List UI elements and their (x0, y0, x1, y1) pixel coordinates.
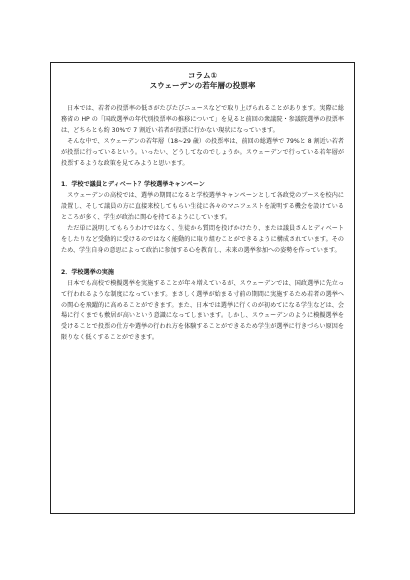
section2-paragraph-1: 日本でも高校で模擬選挙を実施することが年々増えているが、スウェーデンでは、国政選挙に先立って行われるような制度になっています。まさしく選挙が始まる寸前の期間に実施するため若者の選挙への関心を飛躍的に高めることができます。また、日本では選挙に行くのが初めてになる学生などは、会場に行くまでも敷居が高いという意識になってしまいます。しかし、スウェーデンのように模擬選挙を受けることで投票の仕方や選挙の行われ方を体験することができるため学生が選挙に行きづらい原因を限りなく低くすることができます。 (61, 279, 344, 342)
intro-paragraph-1: 日本では、若者の投票率の低さがたびたびニュースなどで取り上げられることがあります。実際に総務省の HP の「国政選挙の年代別投票率の推移について」を見ると前回の衆議院・参議院選挙の投票率は、どちらとも約 30%で 7 割近い若者が投票に行かない現状になっています。 (61, 105, 344, 134)
section-spacer (61, 257, 344, 268)
section1-heading: 1．学校で議員とディベート？学校選挙キャンペーン (61, 181, 205, 189)
intro-paragraph-2: そんな中で、スウェーデンの若年層（18~29 歳）の投票率は、前回の総選挙で 79%と 8 割近い若者が投票に行っているという。いったい、どうしてなのでしょうか。スウェーデンで行っている若年層が投票するような政策を見てみようと思います。 (61, 137, 344, 167)
section1-paragraph-2: ただ単に説明してもらうわけではなく、生徒から質問を投げかけたり、または議員さんとディベートをしたりなど受動的に受けるのではなく能動的に取り組むことができるように構成されています。そのため、学生自身の意思によって政治に参加する心を教育し、未来の選挙参加への姿勢を作っています。 (61, 225, 344, 254)
section1-paragraph-1: スウェーデンの高校では、選挙の期間になると学校選挙キャンペーンとして各政党のブースを校内に設置し、そして議員の方に直接来校してもらい生徒に各々のマニフェストを説明する機会を設けているところが多く、学生が政治に関心を持てるようにしています。 (61, 192, 344, 222)
section-spacer (61, 169, 344, 180)
column-title: コラム① (187, 71, 218, 80)
column-subtitle: スウェーデンの若年層の投票率 (149, 81, 256, 90)
column-box (50, 62, 355, 514)
section2-heading: 2．学校選挙の実施 (61, 268, 114, 276)
